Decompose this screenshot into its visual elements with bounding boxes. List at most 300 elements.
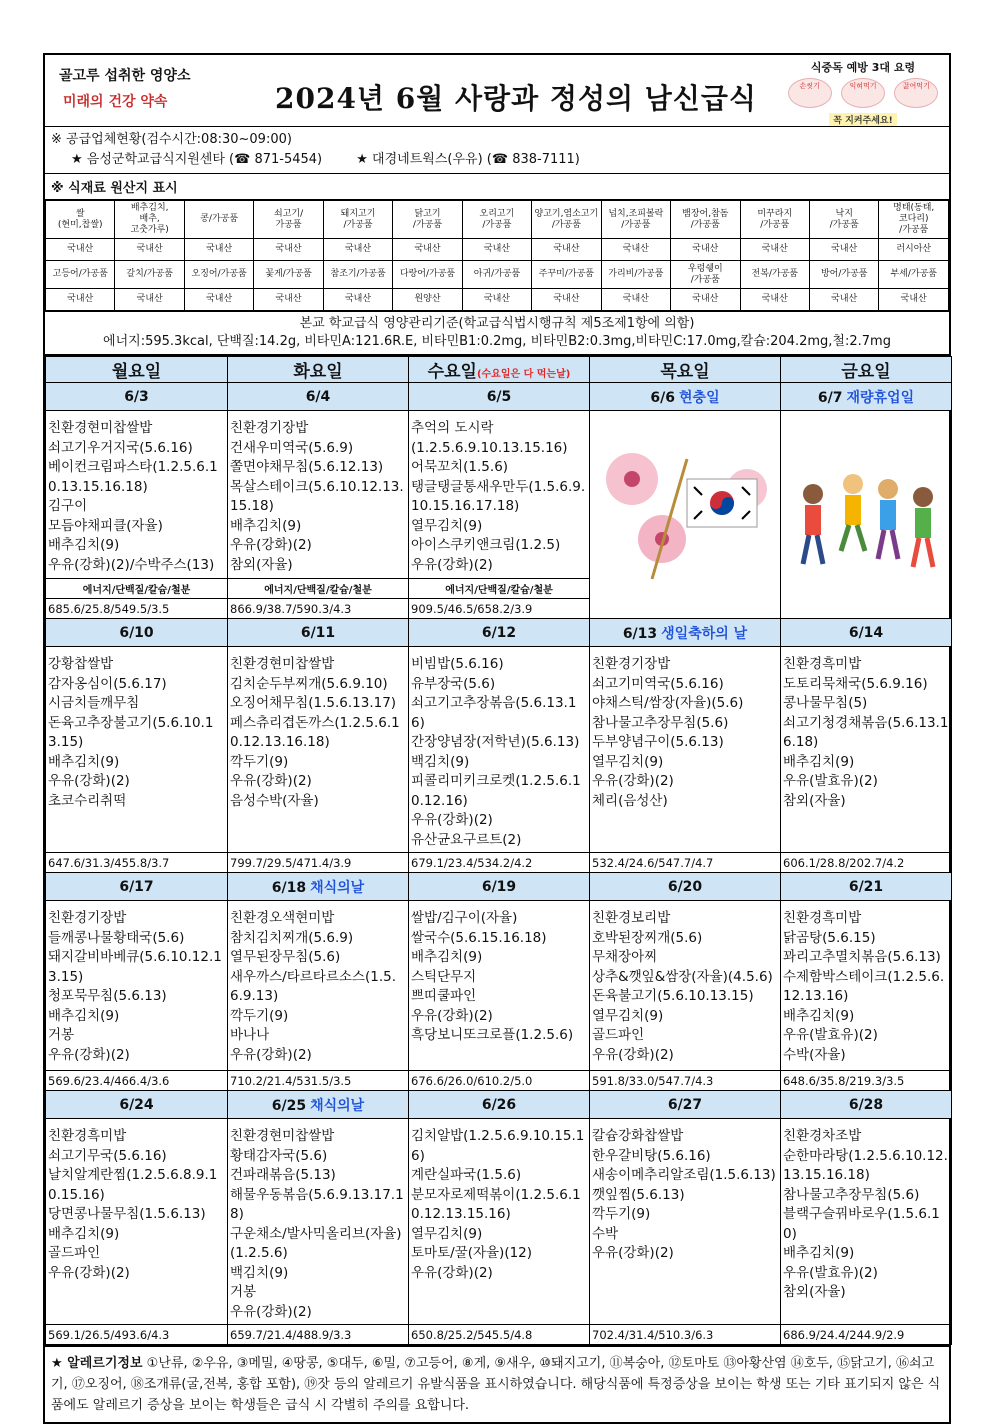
origin-item: 우렁쉥이 /가공품 [671, 261, 740, 289]
nutrition-label: 에너지/단백질/칼슘/철분 [46, 579, 228, 599]
menu-cell [46, 1119, 228, 1325]
menu-item: 돈육고추장불고기(5.6.10.13.15) [48, 714, 214, 750]
nutrition-value: 659.7/21.4/488.9/3.3 [228, 1325, 409, 1345]
menu-item: 배추김치(9) [48, 1225, 120, 1242]
menu-cell [409, 647, 590, 853]
menu-cell [228, 411, 409, 579]
header [45, 55, 949, 127]
date-label: 6/24 [119, 1096, 154, 1113]
menu-item: 거봉 [48, 1027, 75, 1043]
menu-item: 김치순두부찌개(5.6.9.10) [230, 675, 388, 692]
date-label: 6/19 [481, 878, 517, 895]
jumping-kids-image [783, 439, 953, 589]
menu-cell [409, 1119, 590, 1325]
origin-item: 명태(동태, 코다리) /가공품 [879, 201, 949, 239]
origin-item: 오징어/가공품 [184, 261, 253, 289]
date-cell [781, 873, 952, 901]
standard-title: 본교 학교급식 영양관리기준(학교급식법시행규칙 제5조제1항에 의함) [299, 316, 695, 331]
menu-item: 한우갈비탕(5.6.16) [592, 1147, 711, 1164]
origin-country: 원양산 [393, 289, 462, 311]
menu-item: 피콜리미키크로켓(1.2.5.6.10.12.16) [411, 773, 581, 809]
menu-item: 건새우미역국(5.6.9) [230, 439, 354, 456]
allergy-text: ①난류, ②우유, ③메밀, ④땅콩, ⑤대두, ⑥밀, ⑦고등어, ⑧게, ⑨새우, ⑩돼지고기, ⑪복숭아, ⑫토마토 ⑬아황산염 ⑭호두, ⑮닭고기, ⑯쇠고기, ⑰오징어, ⑱조개류(굴,전복, 홍합 포함), ⑲잣 등의 알레르기 유발식품을 표시하였습니다. 해당식품에 특정증상을 보이는 학생 또는 기타 표기되지 않은 식품에도 알레르기 증상을 보이는 학생들은 급식 시 각별히 주의를 요합니다. [51, 1356, 941, 1413]
date-label: 6/18 [271, 879, 307, 896]
menu-item: 쌀밥/김구이(자율) [411, 910, 518, 926]
menu-item: 수박(자율) [783, 1046, 846, 1063]
menu-item: 우유(강화)(2) [48, 1264, 130, 1281]
menu-item: 배추김치(9) [48, 1007, 120, 1024]
menu-cell [228, 1119, 409, 1325]
origin-country: 국내산 [462, 289, 531, 311]
supplier-item: ★ 음성군학교급식지원센타 (☎ 871-5454) [71, 152, 323, 167]
menu-item: 열무된장무침(5.6) [230, 949, 341, 965]
korean-flag-flowers-image [592, 439, 778, 589]
menu-item: 체리(음성산) [592, 792, 668, 809]
menu-item: 쫄면야채무침(5.6.12.13) [230, 459, 384, 475]
logo-line1: 골고루 섭취한 영양소 [59, 68, 191, 84]
menu-item: 칼슘강화찹쌀밥 [592, 1128, 684, 1144]
allergy-label: ★ 알레르기정보 [51, 1356, 143, 1371]
day-header [590, 357, 781, 383]
day-name: 월요일 [111, 362, 162, 382]
date-cell [46, 1091, 228, 1119]
menu-item: 배추김치(9) [411, 949, 483, 965]
menu-cell [590, 647, 781, 853]
menu-item: 오징어채무침(1.5.6.13.17) [230, 695, 397, 711]
menu-cell [46, 647, 228, 853]
menu-item: 돈육불고기(5.6.10.13.15) [592, 988, 754, 1004]
date-cell [590, 1091, 781, 1119]
menu-item: 우유(강화)(2) [411, 556, 493, 573]
origin-country: 국내산 [393, 239, 462, 261]
origin-item: 돼지고기 /가공품 [323, 201, 392, 239]
day-header [781, 357, 952, 383]
menu-item: 바나나 [230, 1027, 270, 1043]
menu-item: 참치김치찌개(5.6.9) [230, 929, 354, 946]
nutrition-label: 에너지/단백질/칼슘/철분 [228, 579, 409, 599]
origin-item: 방어/가공품 [809, 261, 878, 289]
menu-item: 쇠고기미역국(5.6.16) [592, 675, 724, 692]
menu-item: 참나물고추장무침(5.6) [783, 1186, 920, 1203]
menu-item: 백김치(9) [411, 753, 470, 770]
nutrition-label: 에너지/단백질/칼슘/철분 [409, 579, 590, 599]
origin-item: 참조기/가공품 [323, 261, 392, 289]
menu-cell [228, 901, 409, 1071]
menu-cell [46, 411, 228, 579]
menu-item: 모듬야채피클(자율) [48, 517, 163, 534]
origin-item: 갈치/가공품 [115, 261, 184, 289]
origin-country: 국내산 [532, 289, 601, 311]
date-label: 6/26 [481, 1096, 517, 1113]
origin-item: 쌀 (현미,찹쌀) [46, 201, 115, 239]
boiling-pot-icon: 끓여먹기 [894, 78, 938, 108]
day-name: 화요일 [293, 362, 343, 382]
menu-item: 무채장아찌 [592, 949, 658, 965]
date-label: 6/11 [300, 624, 336, 641]
nutrition-value: 866.9/38.7/590.3/4.3 [228, 599, 409, 619]
origin-country: 국내산 [46, 289, 115, 311]
menu-item: 베이컨크림파스타(1.2.5.6.10.13.15.16.18) [48, 459, 218, 495]
menu-item: 날치알계란찜(1.2.5.6.8.9.10.15.16) [48, 1167, 218, 1203]
menu-cell [409, 901, 590, 1071]
origin-country: 국내산 [671, 239, 740, 261]
origin-item: 아귀/가공품 [462, 261, 531, 289]
menu-item: 어묵꼬치(1.5.6) [411, 459, 509, 475]
menu-item: 새송이메추리알조림(1.5.6.13) [592, 1167, 776, 1183]
menu-item: 우유(발효유)(2) [783, 773, 878, 789]
menu-item: 구운채소/발사믹올리브(자율)(1.2.5.6) [230, 1225, 402, 1261]
origin-item: 낙지 /가공품 [809, 201, 878, 239]
menu-sheet [43, 53, 951, 1424]
origin-country: 국내산 [254, 289, 323, 311]
date-label: 6/25 [271, 1097, 307, 1114]
origin-item: 오리고기 /가공품 [462, 201, 531, 239]
standard-values: 에너지:595.3kcal, 단백질:14.2g, 비타민A:121.6R.E, 비타민B1:0.2mg, 비타민B2:0.3mg,비타민C:17.0mg,칼슘:204.2mg,철:2.7mg [103, 334, 891, 349]
menu-item: 초코수리취떡 [48, 792, 127, 809]
menu-item: 목살스테이크(5.6.10.12.13.15.18) [230, 478, 404, 514]
menu-item: 돼지갈비바베큐(5.6.10.12.13.15) [48, 949, 222, 985]
menu-item: 쇠고기우거지국(5.6.16) [48, 439, 193, 456]
nutrition-value: 569.6/23.4/466.4/3.6 [46, 1071, 228, 1091]
origin-item: 배추김치, 배추, 고춧가루) [115, 201, 184, 239]
menu-item: 청포묵무침(5.6.13) [48, 988, 167, 1004]
menu-table [45, 356, 952, 1345]
menu-cell [781, 647, 952, 853]
menu-item: 친환경오색현미밥 [230, 910, 335, 926]
date-cell [409, 873, 590, 901]
origin-item: 고등어/가공품 [46, 261, 115, 289]
menu-item: 새우까스/타르타르소스(1.5.6.9.13) [230, 968, 396, 1004]
date-label: 6/21 [848, 878, 884, 895]
origin-country: 러시아산 [879, 239, 949, 261]
origin-country: 국내산 [671, 289, 740, 311]
date-cell [781, 619, 952, 647]
menu-item: 페스츄리겹돈까스(1.2.5.6.10.12.13.16.18) [230, 714, 400, 750]
origin-item: 전복/가공품 [740, 261, 809, 289]
nutrition-value: 606.1/28.8/202.7/4.2 [781, 853, 952, 873]
menu-item: 거봉 [230, 1284, 257, 1300]
menu-item: 참외(자율) [783, 1284, 846, 1300]
menu-item: 친환경보리밥 [592, 910, 671, 926]
menu-cell [590, 901, 781, 1071]
day-header [46, 357, 228, 383]
menu-item: 쇠고기청경채볶음(5.6.13.16.18) [783, 714, 949, 750]
menu-item: 감자옹심이(5.6.17) [48, 675, 167, 692]
menu-item: 추억의 도시락 [411, 420, 494, 436]
day-name: 금요일 [841, 362, 891, 382]
origin-item: 뱀장어,참돔 /가공품 [671, 201, 740, 239]
day-header [228, 357, 409, 383]
nutrition-value: 532.4/24.6/547.7/4.7 [590, 853, 781, 873]
nutrition-value: 685.6/25.8/549.5/3.5 [46, 599, 228, 619]
origin-table [45, 200, 949, 311]
menu-item: 우유(발효유)(2) [783, 1264, 878, 1281]
menu-cell [781, 901, 952, 1071]
menu-item: 우유(강화)(2) [411, 812, 493, 828]
menu-item: 친환경현미찹쌀밥 [230, 656, 335, 672]
menu-item: 친환경흑미밥 [48, 1128, 127, 1144]
menu-item: 참나물고추장무침(5.6) [592, 714, 729, 731]
date-label: 6/17 [119, 878, 154, 895]
menu-item: 열무김치(9) [592, 753, 664, 770]
origin-country: 국내산 [254, 239, 323, 261]
menu-item: 배추김치(9) [783, 753, 855, 770]
date-label: 6/10 [119, 624, 154, 641]
menu-item: 우유(강화)(2) [411, 1007, 493, 1024]
origin-country: 국내산 [532, 239, 601, 261]
date-label: 6/28 [848, 1096, 884, 1113]
holiday-illustration [781, 411, 952, 619]
nutrition-value: 647.6/31.3/455.8/3.7 [46, 853, 228, 873]
menu-item: 당면콩나물무침(1.5.6.13) [48, 1206, 206, 1222]
menu-cell [781, 1119, 952, 1325]
date-label: 6/7 [817, 389, 843, 406]
menu-item: 깍두기(9) [592, 1206, 651, 1222]
menu-cell [228, 647, 409, 853]
event-label: 채식의날 [310, 879, 365, 896]
logo-line2: 미래의 건강 약속 [63, 94, 168, 110]
menu-item: 음성수박(자율) [230, 792, 319, 809]
nutrition-value: 679.1/23.4/534.2/4.2 [409, 853, 590, 873]
menu-item: 우유(강화)(2) [230, 1303, 312, 1320]
nutrition-value: 909.5/46.5/658.2/3.9 [409, 599, 590, 619]
menu-item: 아이스쿠키앤크림(1.2.5) [411, 537, 561, 553]
date-cell [590, 383, 781, 411]
menu-item: 쇠고기무국(5.6.16) [48, 1147, 167, 1164]
date-label: 6/4 [305, 388, 331, 405]
origin-country: 국내산 [809, 289, 878, 311]
menu-item: 우유(강화)(2) [230, 773, 312, 789]
origin-country: 국내산 [115, 239, 184, 261]
menu-item: 황태감자국(5.6) [230, 1147, 328, 1164]
origin-country: 국내산 [323, 239, 392, 261]
food-poisoning-badge [783, 59, 943, 126]
event-label: 생일축하의 날 [661, 625, 748, 642]
date-cell [409, 1091, 590, 1119]
nutrition-value: 799.7/29.5/471.4/3.9 [228, 853, 409, 873]
origin-country: 국내산 [46, 239, 115, 261]
origin-item: 닭고기 /가공품 [393, 201, 462, 239]
menu-item: 친환경흑미밥 [783, 656, 862, 672]
memorial-day-illustration [590, 411, 781, 619]
menu-item: 꽈리고추멸치볶음(5.6.13) [783, 949, 941, 965]
day-name: 수요일 [427, 362, 477, 382]
logo [51, 61, 231, 121]
origin-country: 국내산 [601, 239, 670, 261]
menu-item: 우유(강화)(2)/수박주스(13) [48, 556, 215, 573]
menu-item: 간장양념장(저학년)(5.6.13) [411, 734, 580, 750]
menu-item: 골드파인 [592, 1027, 645, 1043]
origin-country: 국내산 [879, 289, 949, 311]
menu-item: 시금치들깨무침 [48, 695, 140, 711]
menu-item: 친환경기장밥 [230, 420, 309, 436]
menu-item: 흑당보니또크로플(1.2.5.6) [411, 1027, 574, 1043]
menu-item: 강황찹쌀밥 [48, 656, 114, 672]
origin-country: 국내산 [115, 289, 184, 311]
menu-item: 쁘띠쿨파인 [411, 988, 477, 1004]
date-cell [228, 873, 409, 901]
menu-item: 배추김치(9) [48, 753, 120, 770]
date-label: 6/13 [622, 625, 658, 642]
hand-wash-icon: 손씻기 [788, 78, 832, 108]
nutrition-value: 650.8/25.2/545.5/4.8 [409, 1325, 590, 1345]
origin-country: 국내산 [740, 289, 809, 311]
menu-item: 유산균요구르트(2) [411, 831, 522, 848]
event-label: 재량휴업일 [846, 389, 915, 406]
menu-cell [46, 901, 228, 1071]
badge-title: 식중독 예방 3대 요령 [810, 61, 916, 74]
menu-item: 배추김치(9) [48, 537, 120, 553]
menu-item: 친환경현미찹쌀밥 [230, 1128, 335, 1144]
date-cell [228, 1091, 409, 1119]
origin-heading: ※ 식재료 원산지 표시 [45, 174, 949, 200]
supplier-heading: ※ 공급업체현황(검수시간:08:30~09:00) [51, 132, 292, 147]
menu-item: 백김치(9) [230, 1264, 289, 1281]
menu-item: 김구이 [48, 498, 88, 514]
date-label: 6/5 [486, 388, 512, 405]
menu-item: 참외(자율) [230, 556, 293, 573]
origin-item: 양고기,염소고기 /가공품 [532, 201, 601, 239]
date-cell [46, 383, 228, 411]
nutrition-value: 569.1/26.5/493.6/4.3 [46, 1325, 228, 1345]
menu-item: 골드파인 [48, 1245, 101, 1261]
origin-country: 국내산 [184, 239, 253, 261]
menu-item: 친환경차조밥 [783, 1128, 862, 1144]
day-name: 목요일 [660, 362, 710, 382]
menu-item: 친환경기장밥 [48, 910, 127, 926]
nutrition-value: 591.8/33.0/547.7/4.3 [590, 1071, 781, 1091]
menu-item: 우유(강화)(2) [592, 1046, 674, 1063]
menu-item: 친환경기장밥 [592, 656, 671, 672]
menu-item: 닭곰탕(5.6.15) [783, 929, 876, 946]
cooking-pot-icon: 익혀먹기 [841, 78, 885, 108]
day-header [409, 357, 590, 383]
date-cell [46, 619, 228, 647]
nutrition-value: 648.6/35.8/219.3/3.5 [781, 1071, 952, 1091]
menu-item: 친환경현미찹쌀밥 [48, 420, 153, 436]
date-label: 6/6 [650, 389, 676, 406]
menu-item: 우유(강화)(2) [48, 773, 130, 789]
menu-item: 건파래볶음(5.13) [230, 1167, 336, 1183]
menu-item: 토마토/꿀(자율)(12) [411, 1245, 533, 1261]
origin-item: 꽃게/가공품 [254, 261, 323, 289]
menu-cell [409, 411, 590, 579]
date-label: 6/14 [848, 624, 884, 641]
menu-item: 우유(강화)(2) [592, 1245, 674, 1261]
menu-item: 우유(강화)(2) [230, 537, 312, 553]
menu-item: 참외(자율) [783, 792, 846, 809]
nutrition-value: 710.2/21.4/531.5/3.5 [228, 1071, 409, 1091]
origin-country: 국내산 [809, 239, 878, 261]
menu-item: 호박된장찌개(5.6) [592, 929, 703, 946]
menu-item: 친환경흑미밥 [783, 910, 862, 926]
menu-item: 깍두기(9) [230, 1007, 289, 1024]
origin-item: 쇠고기/ 가공품 [254, 201, 323, 239]
date-cell [409, 619, 590, 647]
menu-item: 순한마라탕(1.2.5.6.10.12.13.15.16.18) [783, 1147, 948, 1183]
origin-item: 미꾸라지 /가공품 [740, 201, 809, 239]
menu-item: 탱글탱글통새우만두(1.5.6.9.10.15.16.17.18) [411, 478, 586, 514]
date-label: 6/27 [667, 1096, 703, 1113]
menu-item: 쇠고기고추장볶음(5.6.13.16) [411, 695, 577, 731]
date-cell [228, 383, 409, 411]
origin-item: 넙치,조피볼락 /가공품 [601, 201, 670, 239]
date-cell [590, 873, 781, 901]
badge-footer: 꼭 지켜주세요! [829, 113, 896, 126]
menu-item: 유부장국(5.6) [411, 675, 496, 692]
menu-item: 스틱단무지 [411, 968, 477, 985]
menu-item: 배추김치(9) [230, 517, 302, 534]
event-label: 현충일 [679, 389, 720, 406]
origin-item: 부세/가공품 [879, 261, 949, 289]
menu-item: 열무김치(9) [411, 1225, 483, 1242]
origin-country: 국내산 [462, 239, 531, 261]
nutrition-standard [45, 311, 949, 356]
wed-note: (수요일은 다 먹는날) [476, 369, 571, 380]
menu-item: 야채스틱/쌈장(자율)(5.6) [592, 695, 744, 711]
menu-item: 깻잎찜(5.6.13) [592, 1186, 685, 1203]
menu-item: 우유(강화)(2) [48, 1046, 130, 1063]
menu-item: 비빔밥(5.6.16) [411, 656, 504, 672]
origin-item: 가리비/가공품 [601, 261, 670, 289]
event-label: 채식의날 [310, 1097, 365, 1114]
page-title: 2024년 6월 사랑과 정성의 남신급식 [275, 82, 757, 115]
date-cell [781, 383, 952, 411]
menu-item: 열무김치(9) [411, 517, 483, 534]
origin-item: 다랑어/가공품 [393, 261, 462, 289]
origin-country: 국내산 [601, 289, 670, 311]
menu-item: 수제함박스테이크(1.2.5.6.12.13.16) [783, 968, 945, 1004]
menu-item: (1.2.5.6.9.10.13.15.16) [411, 439, 568, 456]
nutrition-value: 686.9/24.4/244.9/2.9 [781, 1325, 952, 1345]
date-cell [46, 873, 228, 901]
menu-item: 해물우동볶음(5.6.9.13.17.18) [230, 1186, 404, 1222]
menu-item: 두부양념구이(5.6.13) [592, 734, 724, 750]
origin-item: 주꾸미/가공품 [532, 261, 601, 289]
menu-item: 우유(강화)(2) [411, 1264, 493, 1281]
date-label: 6/3 [124, 388, 149, 405]
date-cell [409, 383, 590, 411]
date-cell [228, 619, 409, 647]
origin-item: 콩/가공품 [184, 201, 253, 239]
menu-item: 배추김치(9) [783, 1007, 855, 1024]
menu-item: 분모자로제떡볶이(1.2.5.6.10.12.13.15.16) [411, 1186, 581, 1222]
origin-country: 국내산 [740, 239, 809, 261]
menu-item: 도토리묵채국(5.6.9.16) [783, 675, 928, 692]
menu-cell [590, 1119, 781, 1325]
menu-item: 들깨콩나물황태국(5.6) [48, 929, 185, 946]
origin-country: 국내산 [184, 289, 253, 311]
menu-item: 열무김치(9) [592, 1007, 664, 1024]
menu-item: 수박 [592, 1225, 619, 1242]
menu-item: 계란실파국(1.5.6) [411, 1167, 522, 1183]
date-label: 6/12 [481, 624, 517, 641]
menu-item: 우유(강화)(2) [592, 773, 674, 789]
menu-item: 우유(발효유)(2) [783, 1027, 878, 1043]
menu-item: 쌀국수(5.6.15.16.18) [411, 929, 547, 946]
date-label: 6/20 [667, 878, 703, 895]
supplier-item: ★ 대경네트웍스(우유) (☎ 838-7111) [356, 152, 580, 167]
origin-country: 국내산 [323, 289, 392, 311]
date-cell [781, 1091, 952, 1119]
menu-item: 블랙구슬꿔바로우(1.5.6.10) [783, 1206, 940, 1242]
menu-item: 콩나물무침(5) [783, 695, 868, 711]
menu-item: 김치알밥(1.2.5.6.9.10.15.16) [411, 1128, 585, 1164]
menu-item: 깍두기(9) [230, 753, 289, 770]
supplier-section [45, 127, 949, 174]
allergy-info [45, 1345, 949, 1422]
menu-item: 우유(강화)(2) [230, 1046, 312, 1063]
